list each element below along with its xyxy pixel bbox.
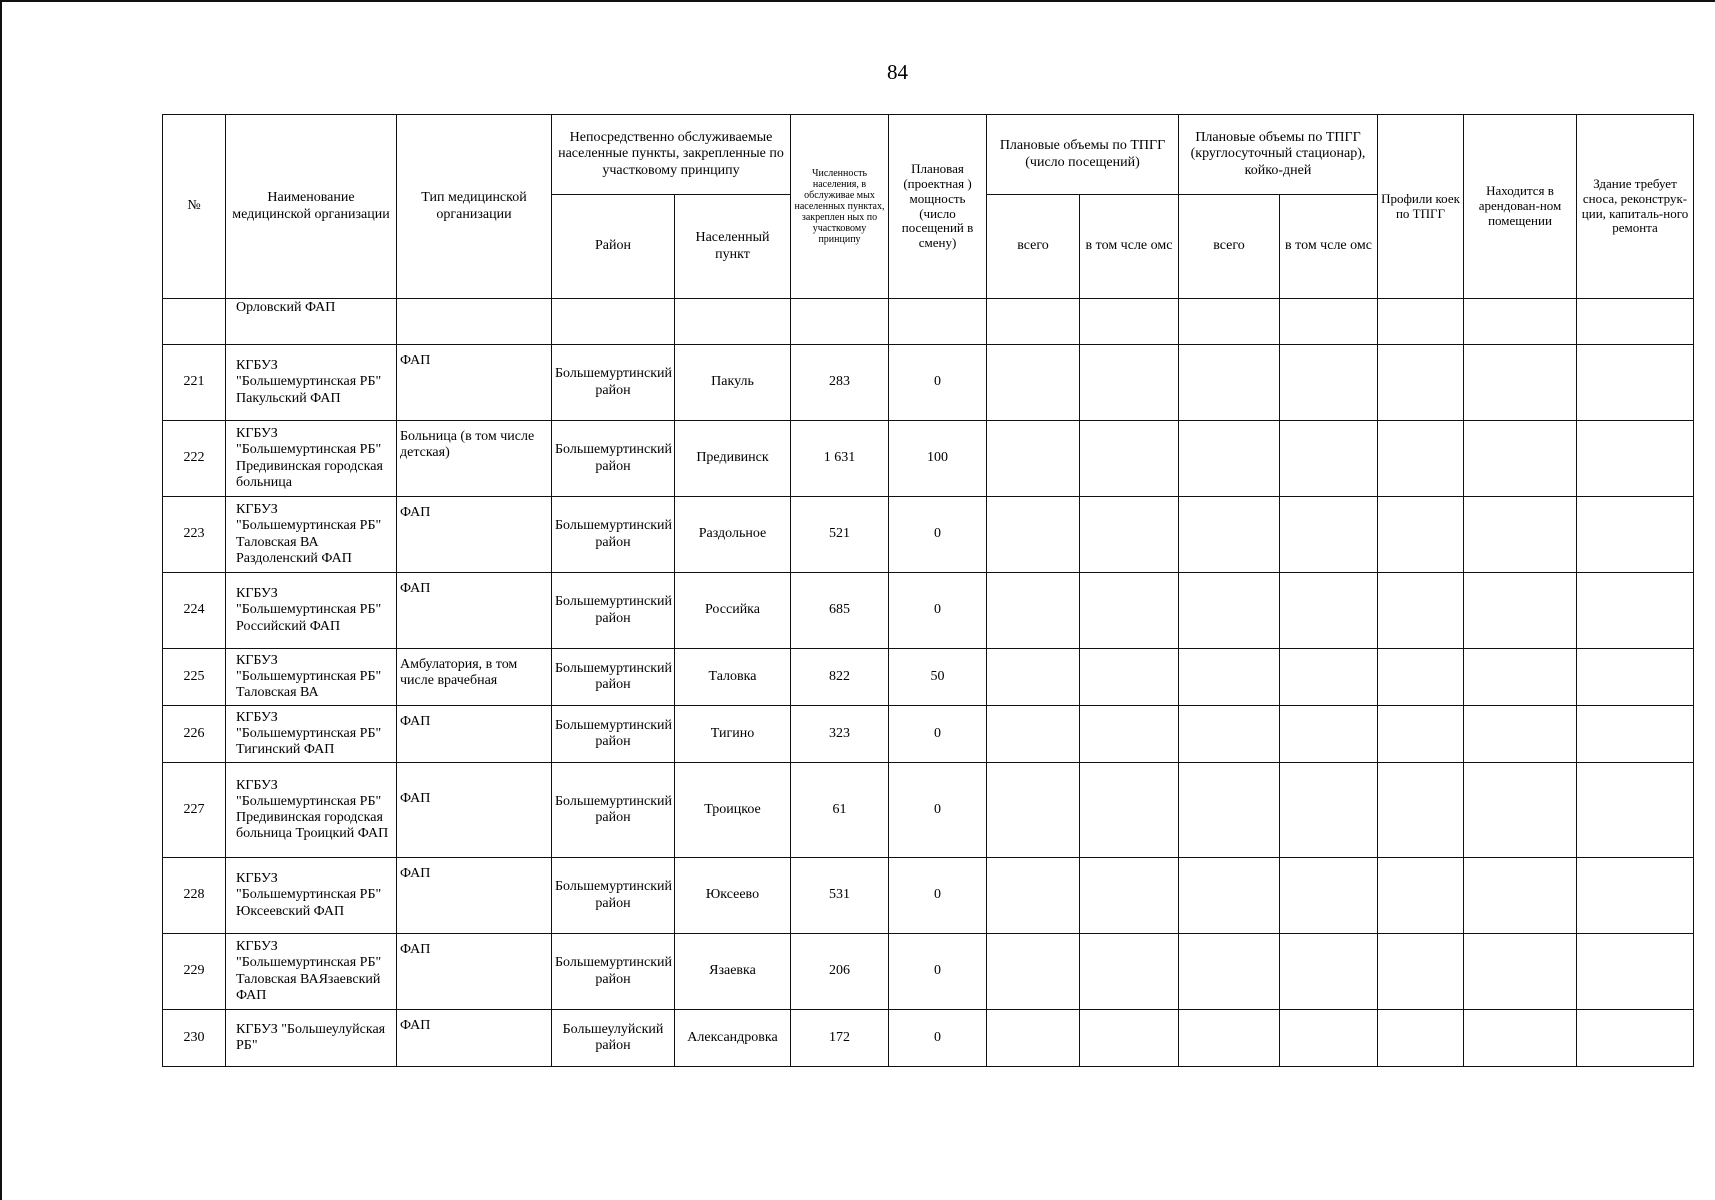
row-district: Большемуртинский район — [552, 345, 675, 421]
header-settlement: Населенный пункт — [675, 195, 791, 299]
row-district: Большемуртинский район — [552, 497, 675, 573]
row-settlement: Раздольное — [675, 497, 791, 573]
facilities-table — [162, 114, 1694, 1067]
header-name: Наименование медицинской организации — [226, 115, 397, 299]
row-population: 61 — [791, 763, 889, 858]
row-settlement: Тигино — [675, 706, 791, 763]
row-name: КГБУЗ "Большемуртинская РБ" Тигинский ФАП — [226, 706, 397, 763]
row-name: КГБУЗ "Большемуртинская РБ" Российский ФАП — [226, 573, 397, 649]
row-name: Орловский ФАП — [226, 299, 397, 345]
row-name: КГБУЗ "Большемуртинская РБ" Предивинская городская больница — [226, 421, 397, 497]
row-no: 230 — [163, 1010, 226, 1067]
row-type: ФАП — [397, 706, 552, 763]
header-type: Тип медицинской организации — [397, 115, 552, 299]
row-type: Больница (в том числе детская) — [397, 421, 552, 497]
row-no: 223 — [163, 497, 226, 573]
row-name: КГБУЗ "Большемуртинская РБ" Юксеевский ФАП — [226, 858, 397, 934]
row-district: Большеулуйский район — [552, 1010, 675, 1067]
row-district: Большемуртинский район — [552, 706, 675, 763]
header-no: № — [163, 115, 226, 299]
row-no: 225 — [163, 649, 226, 706]
row-no: 228 — [163, 858, 226, 934]
row-capacity: 50 — [889, 649, 987, 706]
row-no: 222 — [163, 421, 226, 497]
row-type: ФАП — [397, 934, 552, 1010]
row-capacity: 0 — [889, 1010, 987, 1067]
row-capacity: 0 — [889, 345, 987, 421]
page-number: 84 — [887, 60, 908, 84]
row-district: Большемуртинский район — [552, 763, 675, 858]
row-settlement: Юксеево — [675, 858, 791, 934]
row-settlement: Александровка — [675, 1010, 791, 1067]
row-no: 221 — [163, 345, 226, 421]
header-bed-profile: Профили коек по ТПГГ — [1378, 115, 1464, 299]
row-population: 172 — [791, 1010, 889, 1067]
row-name: КГБУЗ "Большемуртинская РБ" Предивинская городская больница Троицкий ФАП — [226, 763, 397, 858]
row-population: 685 — [791, 573, 889, 649]
row-district: Большемуртинский район — [552, 649, 675, 706]
header-visits-oms: в том чсле омс — [1080, 195, 1179, 299]
table-row — [163, 299, 1694, 345]
row-name: КГБУЗ "Большеулуйская РБ" — [226, 1010, 397, 1067]
table-row — [163, 345, 1694, 421]
header-capacity: Плановая (проектная ) мощность (число посещений в смену) — [889, 115, 987, 299]
table-row — [163, 934, 1694, 1010]
table-row — [163, 421, 1694, 497]
row-population: 1 631 — [791, 421, 889, 497]
row-type: ФАП — [397, 858, 552, 934]
row-population: 521 — [791, 497, 889, 573]
row-settlement: Язаевка — [675, 934, 791, 1010]
row-settlement: Предивинск — [675, 421, 791, 497]
row-capacity: 100 — [889, 421, 987, 497]
header-rented: Находится в арендован-ном помещении — [1464, 115, 1577, 299]
table-row — [163, 763, 1694, 858]
header-repair: Здание требует сноса, реконструк-ции, капиталь-ного ремонта — [1577, 115, 1694, 299]
row-capacity: 0 — [889, 497, 987, 573]
row-no: 224 — [163, 573, 226, 649]
table-row — [163, 649, 1694, 706]
header-visits-total: всего — [987, 195, 1080, 299]
row-district: Большемуртинский район — [552, 573, 675, 649]
row-no: 226 — [163, 706, 226, 763]
row-capacity: 0 — [889, 706, 987, 763]
row-settlement: Российка — [675, 573, 791, 649]
row-capacity: 0 — [889, 763, 987, 858]
row-population: 206 — [791, 934, 889, 1010]
row-district: Большемуртинский район — [552, 934, 675, 1010]
row-population: 283 — [791, 345, 889, 421]
header-district: Район — [552, 195, 675, 299]
row-district: Большемуртинский район — [552, 421, 675, 497]
row-settlement: Таловка — [675, 649, 791, 706]
row-population: 323 — [791, 706, 889, 763]
row-type: ФАП — [397, 497, 552, 573]
table-row — [163, 573, 1694, 649]
row-name: КГБУЗ "Большемуртинская РБ" Таловская ВАЯзаевский ФАП — [226, 934, 397, 1010]
row-type: ФАП — [397, 1010, 552, 1067]
row-population: 822 — [791, 649, 889, 706]
header-served: Непосредственно обслуживаемые населенные пункты, закрепленные по участковому принципу — [552, 115, 791, 195]
row-name: КГБУЗ "Большемуртинская РБ" Таловская ВА Раздоленский ФАП — [226, 497, 397, 573]
table-row — [163, 497, 1694, 573]
table-row — [163, 1010, 1694, 1067]
row-capacity: 0 — [889, 858, 987, 934]
row-type: ФАП — [397, 573, 552, 649]
header-tpgg-beds: Плановые объемы по ТПГГ (круглосуточный стационар), койко-дней — [1179, 115, 1378, 195]
row-district: Большемуртинский район — [552, 858, 675, 934]
row-name: КГБУЗ "Большемуртинская РБ" Пакульский ФАП — [226, 345, 397, 421]
row-no: 227 — [163, 763, 226, 858]
row-name: КГБУЗ "Большемуртинская РБ" Таловская ВА — [226, 649, 397, 706]
row-settlement: Троицкое — [675, 763, 791, 858]
row-capacity: 0 — [889, 573, 987, 649]
header-population: Численность населения, в обслуживае мых населенных пунктах, закреплен ных по участковому принципу — [791, 115, 889, 299]
row-type: ФАП — [397, 345, 552, 421]
table-row — [163, 858, 1694, 934]
header-tpgg-visits: Плановые объемы по ТПГГ (число посещений) — [987, 115, 1179, 195]
row-no: 229 — [163, 934, 226, 1010]
header-beds-total: всего — [1179, 195, 1280, 299]
header-beds-oms: в том чсле омс — [1280, 195, 1378, 299]
row-type: ФАП — [397, 763, 552, 858]
row-capacity: 0 — [889, 934, 987, 1010]
row-population: 531 — [791, 858, 889, 934]
row-settlement: Пакуль — [675, 345, 791, 421]
table-row — [163, 706, 1694, 763]
row-type: Амбулатория, в том числе врачебная — [397, 649, 552, 706]
